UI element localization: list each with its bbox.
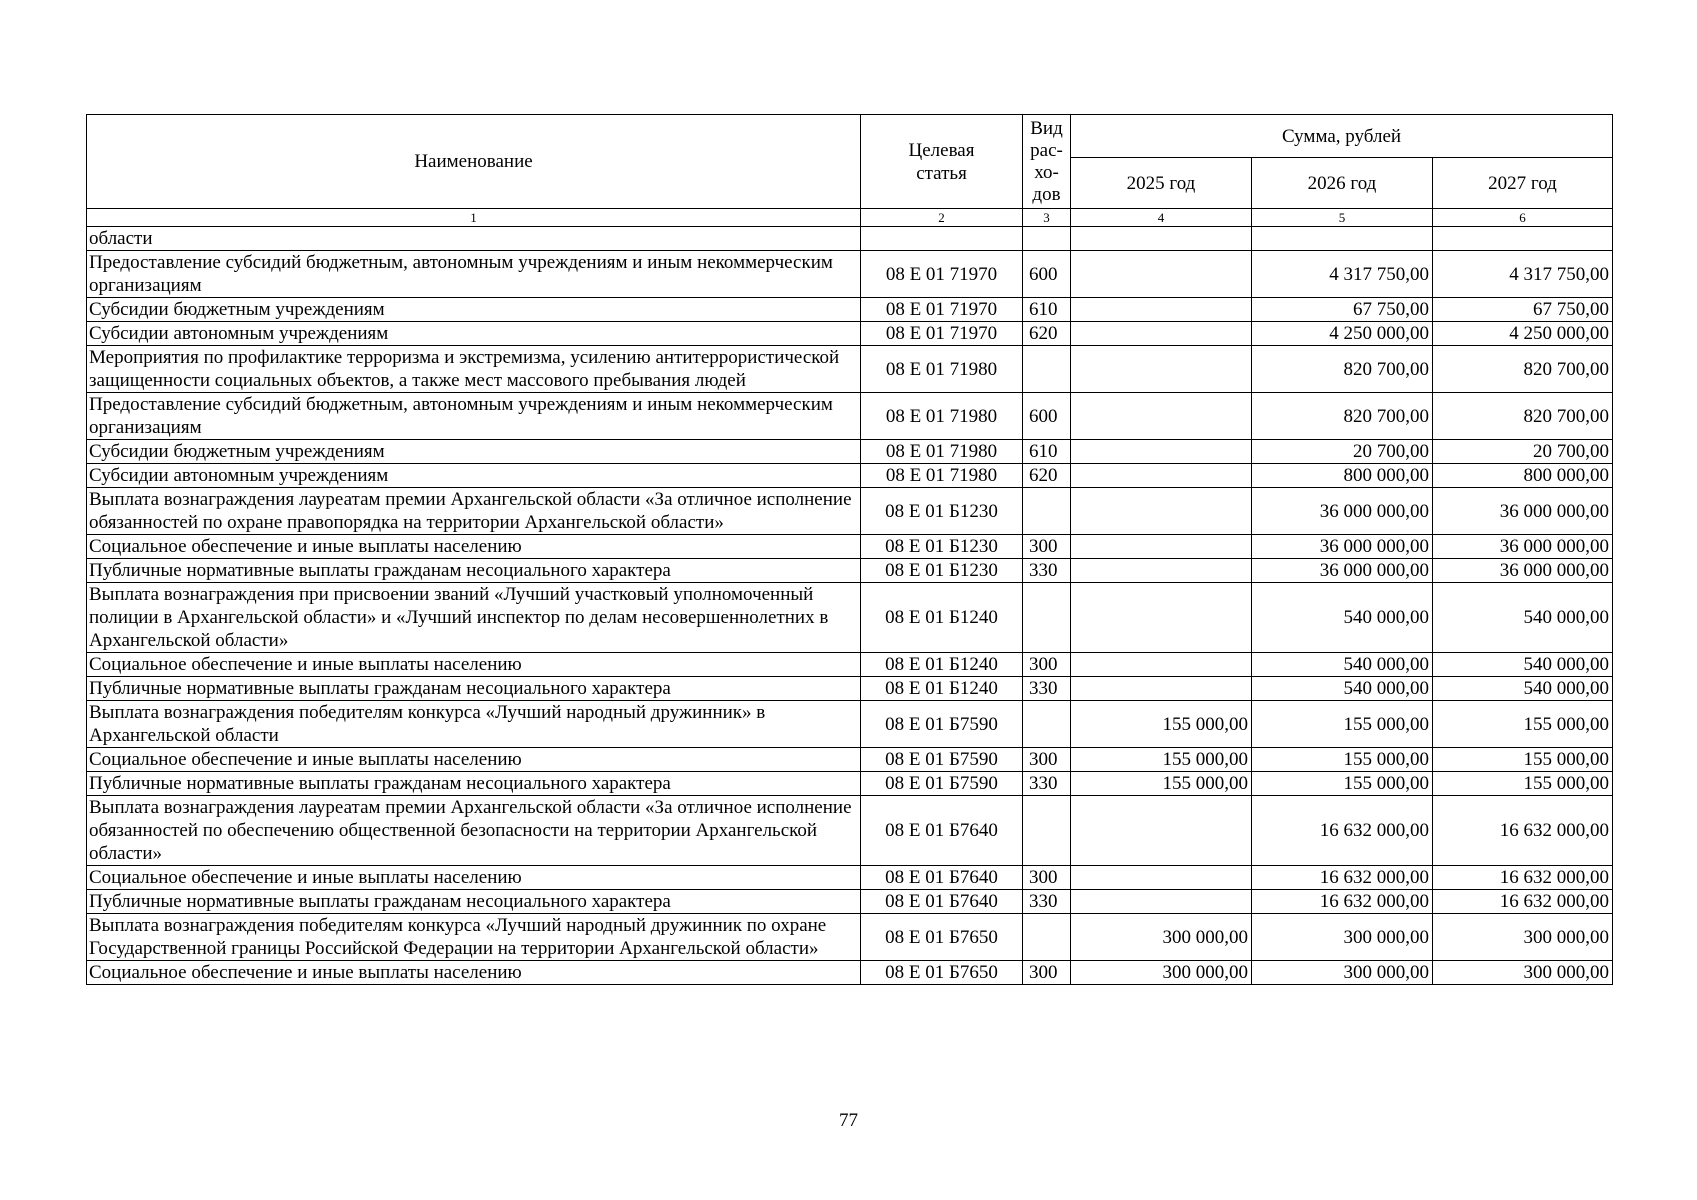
row-expense-type [1023,701,1071,748]
header-name: Наименование [87,115,861,209]
column-number: 5 [1252,209,1433,227]
row-amount-2026: 540 000,00 [1252,677,1433,701]
row-amount-2027: 800 000,00 [1433,464,1613,488]
row-expense-type: 300 [1023,748,1071,772]
row-expense-type [1023,796,1071,866]
row-amount-2025 [1071,866,1252,890]
row-amount-2026: 820 700,00 [1252,393,1433,440]
column-number: 3 [1023,209,1071,227]
row-amount-2027: 155 000,00 [1433,772,1613,796]
row-name: Субсидии бюджетным учреждениям [87,298,861,322]
row-name: Субсидии автономным учреждениям [87,464,861,488]
row-expense-type [1023,914,1071,961]
header-code: Целевая статья [861,115,1023,209]
row-target-article [861,227,1023,251]
table-row [87,890,1613,914]
row-amount-2025: 155 000,00 [1071,772,1252,796]
column-number: 2 [861,209,1023,227]
row-expense-type [1023,346,1071,393]
row-target-article: 08 Е 01 Б7590 [861,701,1023,748]
row-name: области [87,227,861,251]
row-name: Публичные нормативные выплаты гражданам несоциального характера [87,890,861,914]
row-amount-2026: 67 750,00 [1252,298,1433,322]
row-name: Социальное обеспечение и иные выплаты населению [87,535,861,559]
row-target-article: 08 Е 01 Б1240 [861,653,1023,677]
row-amount-2025 [1071,393,1252,440]
row-amount-2027: 16 632 000,00 [1433,796,1613,866]
row-amount-2025 [1071,559,1252,583]
table-row [87,298,1613,322]
row-amount-2027: 36 000 000,00 [1433,535,1613,559]
row-target-article: 08 Е 01 Б1230 [861,559,1023,583]
row-amount-2026: 16 632 000,00 [1252,890,1433,914]
header-year-2025: 2025 год [1071,158,1252,209]
row-name: Публичные нормативные выплаты гражданам несоциального характера [87,677,861,701]
table-row [87,535,1613,559]
row-name: Выплата вознаграждения победителям конкурса «Лучший народный дружинник» в Архангельской области [87,701,861,748]
column-number: 1 [87,209,861,227]
row-amount-2026: 36 000 000,00 [1252,488,1433,535]
table-row [87,653,1613,677]
row-target-article: 08 Е 01 71970 [861,251,1023,298]
row-expense-type: 600 [1023,393,1071,440]
row-expense-type: 300 [1023,535,1071,559]
table-row [87,346,1613,393]
row-amount-2025 [1071,440,1252,464]
row-name: Выплата вознаграждения при присвоении званий «Лучший участковый уполномоченный полиции в Архангельской области» и «Лучший инспектор по делам несовершеннолетних в Архангельской области» [87,583,861,653]
row-target-article: 08 Е 01 Б7590 [861,748,1023,772]
row-target-article: 08 Е 01 Б7640 [861,866,1023,890]
row-name: Публичные нормативные выплаты гражданам несоциального характера [87,772,861,796]
row-amount-2027: 4 317 750,00 [1433,251,1613,298]
row-name: Выплата вознаграждения лауреатам премии Архангельской области «За отличное исполнение обязанностей по обеспечению общественной безопасности на территории Архангельской области» [87,796,861,866]
row-target-article: 08 Е 01 Б7640 [861,796,1023,866]
table-body [87,227,1613,985]
row-name: Социальное обеспечение и иные выплаты населению [87,653,861,677]
row-name: Субсидии бюджетным учреждениям [87,440,861,464]
table-row [87,440,1613,464]
row-amount-2027: 820 700,00 [1433,393,1613,440]
row-amount-2025 [1071,890,1252,914]
header-expense-type: Вид рас-хо-дов [1023,115,1071,209]
table-row [87,914,1613,961]
table-row [87,251,1613,298]
row-name: Социальное обеспечение и иные выплаты населению [87,866,861,890]
table-row [87,393,1613,440]
row-name: Публичные нормативные выплаты гражданам несоциального характера [87,559,861,583]
row-target-article: 08 Е 01 Б1230 [861,488,1023,535]
budget-table [86,114,1613,985]
column-numbers-row [87,209,1613,227]
row-amount-2025 [1071,796,1252,866]
row-name: Социальное обеспечение и иные выплаты населению [87,748,861,772]
row-expense-type: 600 [1023,251,1071,298]
row-name: Предоставление субсидий бюджетным, автономным учреждениям и иным некоммерческим организациям [87,251,861,298]
row-amount-2027 [1433,227,1613,251]
row-target-article: 08 Е 01 71980 [861,346,1023,393]
row-amount-2027: 155 000,00 [1433,701,1613,748]
table-row [87,701,1613,748]
row-amount-2026: 820 700,00 [1252,346,1433,393]
row-amount-2026: 155 000,00 [1252,772,1433,796]
header-year-2026: 2026 год [1252,158,1433,209]
column-number: 4 [1071,209,1252,227]
table-row [87,559,1613,583]
table-row [87,961,1613,985]
row-amount-2025 [1071,488,1252,535]
row-expense-type: 610 [1023,298,1071,322]
table-row [87,748,1613,772]
row-expense-type: 300 [1023,653,1071,677]
table-header [87,115,1613,227]
row-amount-2026 [1252,227,1433,251]
row-amount-2027: 36 000 000,00 [1433,559,1613,583]
row-amount-2027: 20 700,00 [1433,440,1613,464]
row-amount-2027: 16 632 000,00 [1433,866,1613,890]
table-row [87,866,1613,890]
row-amount-2027: 16 632 000,00 [1433,890,1613,914]
row-amount-2026: 16 632 000,00 [1252,796,1433,866]
row-amount-2026: 16 632 000,00 [1252,866,1433,890]
row-amount-2025 [1071,653,1252,677]
row-amount-2026: 800 000,00 [1252,464,1433,488]
row-expense-type: 330 [1023,559,1071,583]
row-expense-type: 620 [1023,464,1071,488]
row-name: Выплата вознаграждения победителям конкурса «Лучший народный дружинник по охране Государственной границы Российской Федерации на территории Архангельской области» [87,914,861,961]
row-amount-2026: 155 000,00 [1252,748,1433,772]
table-row [87,488,1613,535]
row-target-article: 08 Е 01 Б1240 [861,677,1023,701]
row-amount-2026: 36 000 000,00 [1252,535,1433,559]
table-row [87,772,1613,796]
row-amount-2025 [1071,227,1252,251]
table-row [87,464,1613,488]
row-name: Социальное обеспечение и иные выплаты населению [87,961,861,985]
row-amount-2027: 540 000,00 [1433,583,1613,653]
table-row [87,677,1613,701]
row-amount-2025: 155 000,00 [1071,748,1252,772]
header-sum: Сумма, рублей [1071,115,1613,158]
header-year-2027: 2027 год [1433,158,1613,209]
row-target-article: 08 Е 01 Б7650 [861,914,1023,961]
row-amount-2025 [1071,583,1252,653]
row-target-article: 08 Е 01 71980 [861,464,1023,488]
table-row [87,322,1613,346]
row-amount-2026: 540 000,00 [1252,583,1433,653]
table-row [87,583,1613,653]
row-amount-2025 [1071,535,1252,559]
row-name: Предоставление субсидий бюджетным, автономным учреждениям и иным некоммерческим организациям [87,393,861,440]
row-amount-2025: 300 000,00 [1071,914,1252,961]
row-expense-type: 330 [1023,890,1071,914]
row-amount-2026: 300 000,00 [1252,914,1433,961]
row-amount-2027: 36 000 000,00 [1433,488,1613,535]
table-row [87,227,1613,251]
row-amount-2025 [1071,677,1252,701]
column-number: 6 [1433,209,1613,227]
row-name: Мероприятия по профилактике терроризма и экстремизма, усилению антитеррористической защищенности социальных объектов, а также мест массового пребывания людей [87,346,861,393]
row-target-article: 08 Е 01 71980 [861,393,1023,440]
row-expense-type: 330 [1023,772,1071,796]
row-expense-type: 610 [1023,440,1071,464]
row-amount-2026: 36 000 000,00 [1252,559,1433,583]
row-amount-2026: 540 000,00 [1252,653,1433,677]
row-amount-2026: 4 317 750,00 [1252,251,1433,298]
row-amount-2025 [1071,322,1252,346]
row-amount-2026: 4 250 000,00 [1252,322,1433,346]
row-amount-2026: 155 000,00 [1252,701,1433,748]
row-amount-2027: 67 750,00 [1433,298,1613,322]
row-amount-2026: 300 000,00 [1252,961,1433,985]
row-amount-2027: 540 000,00 [1433,677,1613,701]
row-target-article: 08 Е 01 Б7590 [861,772,1023,796]
row-amount-2025 [1071,346,1252,393]
row-amount-2027: 155 000,00 [1433,748,1613,772]
row-amount-2025: 300 000,00 [1071,961,1252,985]
row-expense-type [1023,488,1071,535]
row-target-article: 08 Е 01 Б7650 [861,961,1023,985]
row-expense-type: 300 [1023,866,1071,890]
row-amount-2027: 300 000,00 [1433,914,1613,961]
row-name: Субсидии автономным учреждениям [87,322,861,346]
row-expense-type: 620 [1023,322,1071,346]
row-target-article: 08 Е 01 71970 [861,298,1023,322]
row-target-article: 08 Е 01 Б1230 [861,535,1023,559]
row-target-article: 08 Е 01 71980 [861,440,1023,464]
row-amount-2025 [1071,251,1252,298]
row-amount-2025: 155 000,00 [1071,701,1252,748]
row-amount-2025 [1071,298,1252,322]
row-amount-2027: 300 000,00 [1433,961,1613,985]
row-amount-2027: 4 250 000,00 [1433,322,1613,346]
row-expense-type: 300 [1023,961,1071,985]
row-amount-2027: 540 000,00 [1433,653,1613,677]
row-target-article: 08 Е 01 Б1240 [861,583,1023,653]
row-amount-2025 [1071,464,1252,488]
row-amount-2026: 20 700,00 [1252,440,1433,464]
row-expense-type: 330 [1023,677,1071,701]
row-target-article: 08 Е 01 Б7640 [861,890,1023,914]
row-name: Выплата вознаграждения лауреатам премии Архангельской области «За отличное исполнение обязанностей по охране правопорядка на территории Архангельской области» [87,488,861,535]
page-number: 77 [839,1110,858,1131]
row-expense-type [1023,583,1071,653]
table-row [87,796,1613,866]
row-amount-2027: 820 700,00 [1433,346,1613,393]
row-expense-type [1023,227,1071,251]
row-target-article: 08 Е 01 71970 [861,322,1023,346]
